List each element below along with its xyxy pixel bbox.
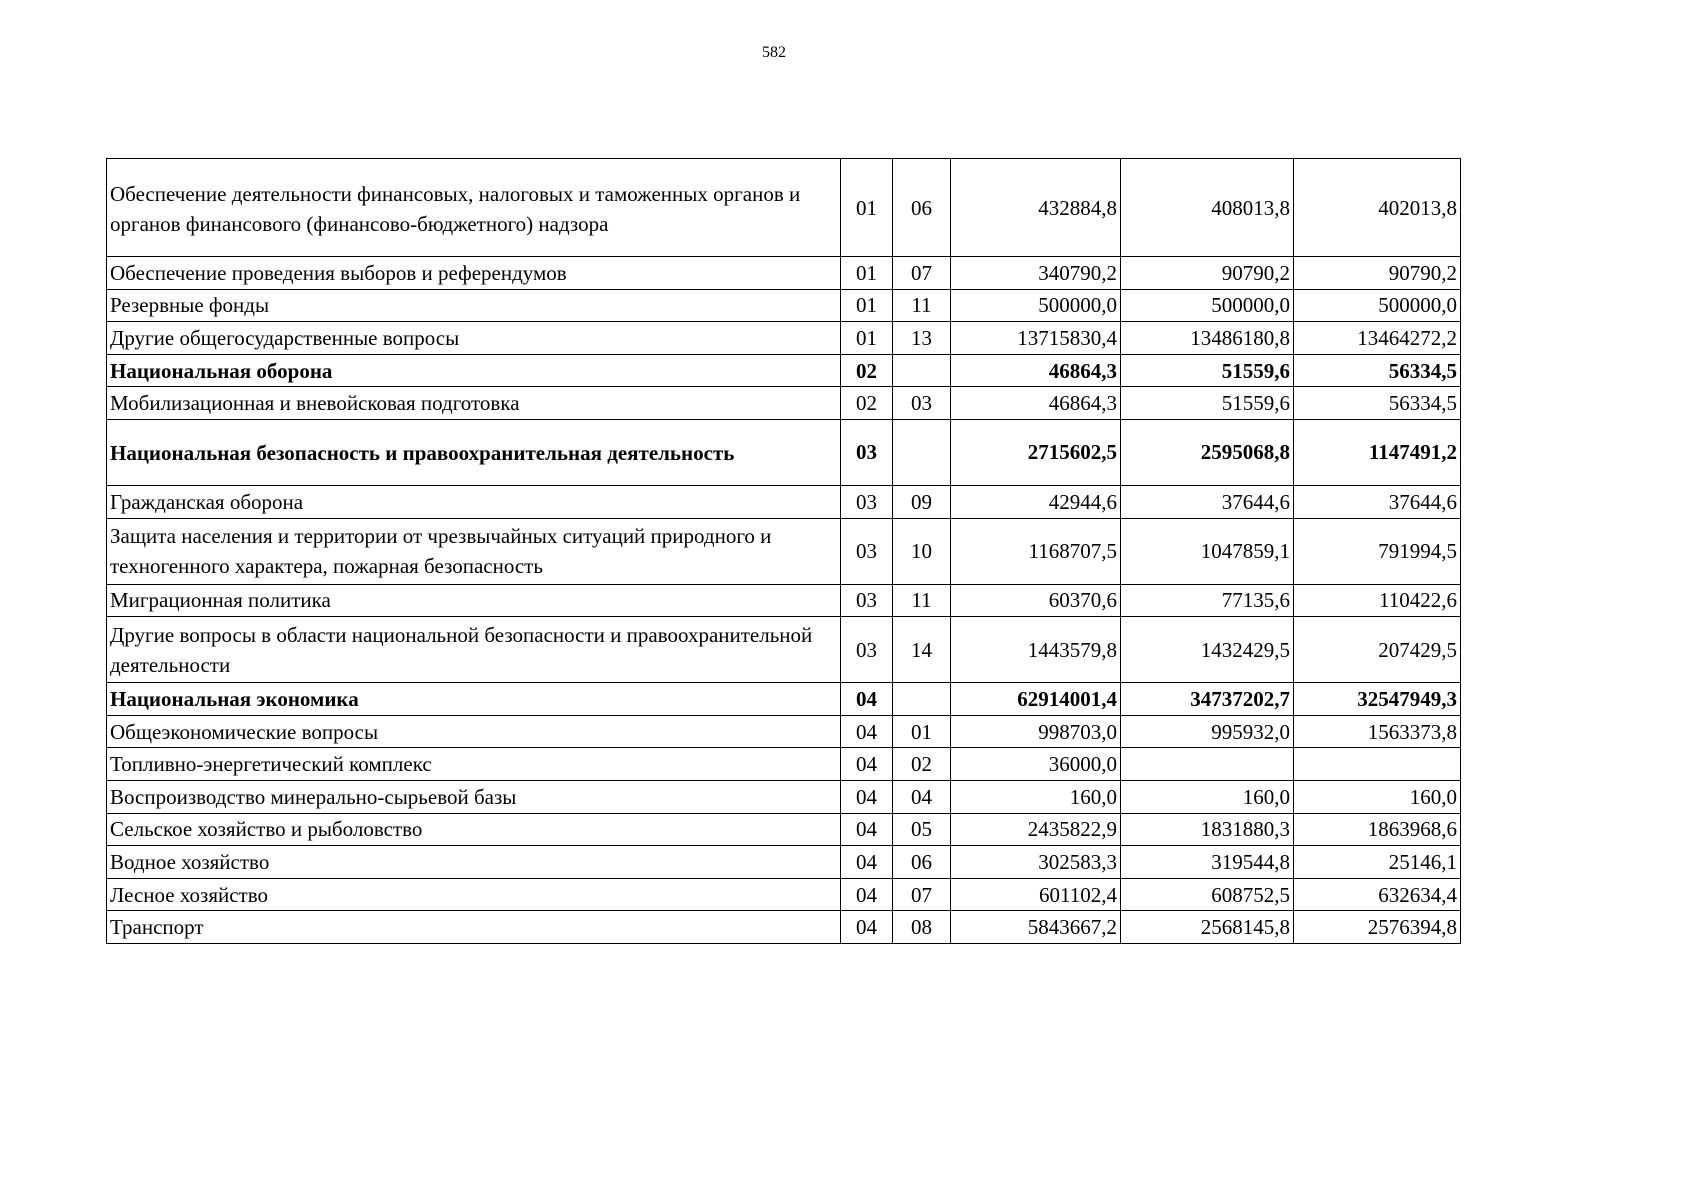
row-subsection-code: 06 [893, 846, 951, 879]
row-section-code: 03 [841, 584, 893, 617]
row-value-3: 110422,6 [1294, 584, 1461, 617]
row-subsection-code: 02 [893, 748, 951, 781]
row-name: Транспорт [107, 911, 841, 944]
row-value-1: 2715602,5 [951, 419, 1121, 485]
table-row [107, 780, 1461, 813]
row-value-2: 2568145,8 [1121, 911, 1294, 944]
table-row [107, 846, 1461, 879]
row-value-3 [1294, 748, 1461, 781]
row-value-3: 207429,5 [1294, 617, 1461, 683]
row-section-code: 04 [841, 846, 893, 879]
row-subsection-code: 08 [893, 911, 951, 944]
table-row [107, 911, 1461, 944]
row-section-code: 03 [841, 419, 893, 485]
row-value-3: 13464272,2 [1294, 322, 1461, 355]
table-row [107, 748, 1461, 781]
row-value-2: 1047859,1 [1121, 518, 1294, 584]
row-value-3: 1563373,8 [1294, 715, 1461, 748]
row-subsection-code: 09 [893, 485, 951, 518]
row-subsection-code: 11 [893, 584, 951, 617]
row-subsection-code: 14 [893, 617, 951, 683]
row-subsection-code [893, 419, 951, 485]
row-value-1: 42944,6 [951, 485, 1121, 518]
row-value-1: 2435822,9 [951, 813, 1121, 846]
table-row-section [107, 419, 1461, 485]
row-value-2: 51559,6 [1121, 354, 1294, 387]
row-section-code: 04 [841, 780, 893, 813]
row-value-2: 608752,5 [1121, 878, 1294, 911]
row-section-code: 04 [841, 878, 893, 911]
row-value-1: 1443579,8 [951, 617, 1121, 683]
row-value-1: 5843667,2 [951, 911, 1121, 944]
row-name: Национальная экономика [107, 683, 841, 716]
row-subsection-code: 03 [893, 387, 951, 420]
row-value-3: 1147491,2 [1294, 419, 1461, 485]
row-value-2: 500000,0 [1121, 289, 1294, 322]
row-value-1: 46864,3 [951, 387, 1121, 420]
row-section-code: 04 [841, 683, 893, 716]
row-value-3: 500000,0 [1294, 289, 1461, 322]
row-subsection-code: 07 [893, 257, 951, 290]
row-value-1: 46864,3 [951, 354, 1121, 387]
row-value-2: 160,0 [1121, 780, 1294, 813]
row-name: Резервные фонды [107, 289, 841, 322]
page-number: 582 [762, 44, 786, 61]
table-row [107, 617, 1461, 683]
row-value-1: 432884,8 [951, 159, 1121, 257]
row-value-3: 56334,5 [1294, 387, 1461, 420]
table-row [107, 322, 1461, 355]
row-name: Национальная безопасность и правоохранительная деятельность [107, 419, 841, 485]
row-value-1: 60370,6 [951, 584, 1121, 617]
row-value-3: 90790,2 [1294, 257, 1461, 290]
row-value-2: 1432429,5 [1121, 617, 1294, 683]
row-section-code: 03 [841, 485, 893, 518]
table-row [107, 518, 1461, 584]
row-value-2: 37644,6 [1121, 485, 1294, 518]
row-value-3: 160,0 [1294, 780, 1461, 813]
row-subsection-code: 04 [893, 780, 951, 813]
row-value-3: 1863968,6 [1294, 813, 1461, 846]
row-name: Лесное хозяйство [107, 878, 841, 911]
row-subsection-code: 13 [893, 322, 951, 355]
row-section-code: 03 [841, 518, 893, 584]
row-section-code: 04 [841, 715, 893, 748]
row-name: Гражданская оборона [107, 485, 841, 518]
table-row [107, 257, 1461, 290]
row-value-2: 77135,6 [1121, 584, 1294, 617]
row-section-code: 04 [841, 911, 893, 944]
table-row [107, 387, 1461, 420]
row-value-3: 402013,8 [1294, 159, 1461, 257]
row-value-2: 13486180,8 [1121, 322, 1294, 355]
table-row-section [107, 683, 1461, 716]
row-value-3: 2576394,8 [1294, 911, 1461, 944]
row-value-1: 500000,0 [951, 289, 1121, 322]
row-subsection-code: 07 [893, 878, 951, 911]
row-section-code: 01 [841, 289, 893, 322]
row-value-1: 601102,4 [951, 878, 1121, 911]
table-row-section [107, 354, 1461, 387]
row-value-2: 408013,8 [1121, 159, 1294, 257]
row-name: Обеспечение деятельности финансовых, налоговых и таможенных органов и органов финансового (финансово-бюджетного) надзора [107, 159, 841, 257]
row-name: Другие общегосударственные вопросы [107, 322, 841, 355]
row-value-1: 36000,0 [951, 748, 1121, 781]
table-row [107, 159, 1461, 257]
row-subsection-code: 06 [893, 159, 951, 257]
row-value-1: 998703,0 [951, 715, 1121, 748]
row-value-3: 37644,6 [1294, 485, 1461, 518]
row-subsection-code: 11 [893, 289, 951, 322]
row-value-3: 25146,1 [1294, 846, 1461, 879]
row-value-3: 56334,5 [1294, 354, 1461, 387]
row-name: Водное хозяйство [107, 846, 841, 879]
row-section-code: 02 [841, 387, 893, 420]
row-name: Воспроизводство минерально-сырьевой базы [107, 780, 841, 813]
row-value-2: 34737202,7 [1121, 683, 1294, 716]
table-row [107, 715, 1461, 748]
row-section-code: 04 [841, 813, 893, 846]
table-row [107, 584, 1461, 617]
row-name: Общеэкономические вопросы [107, 715, 841, 748]
row-name: Обеспечение проведения выборов и референдумов [107, 257, 841, 290]
row-subsection-code: 05 [893, 813, 951, 846]
row-value-2: 51559,6 [1121, 387, 1294, 420]
row-value-3: 32547949,3 [1294, 683, 1461, 716]
row-name: Сельское хозяйство и рыболовство [107, 813, 841, 846]
row-value-1: 62914001,4 [951, 683, 1121, 716]
budget-table [106, 158, 1461, 944]
row-name: Топливно-энергетический комплекс [107, 748, 841, 781]
row-section-code: 03 [841, 617, 893, 683]
row-subsection-code: 01 [893, 715, 951, 748]
row-name: Другие вопросы в области национальной безопасности и правоохранительной деятельности [107, 617, 841, 683]
row-name: Миграционная политика [107, 584, 841, 617]
row-section-code: 02 [841, 354, 893, 387]
table-row [107, 813, 1461, 846]
row-section-code: 01 [841, 257, 893, 290]
row-value-1: 1168707,5 [951, 518, 1121, 584]
row-value-1: 302583,3 [951, 846, 1121, 879]
table-row [107, 485, 1461, 518]
row-subsection-code: 10 [893, 518, 951, 584]
row-value-1: 340790,2 [951, 257, 1121, 290]
row-value-3: 632634,4 [1294, 878, 1461, 911]
table-row [107, 878, 1461, 911]
row-value-2: 90790,2 [1121, 257, 1294, 290]
row-name: Мобилизационная и вневойсковая подготовка [107, 387, 841, 420]
row-name: Защита населения и территории от чрезвычайных ситуаций природного и техногенного характера, пожарная безопасность [107, 518, 841, 584]
row-section-code: 04 [841, 748, 893, 781]
row-value-1: 13715830,4 [951, 322, 1121, 355]
row-name: Национальная оборона [107, 354, 841, 387]
row-value-3: 791994,5 [1294, 518, 1461, 584]
row-value-2: 995932,0 [1121, 715, 1294, 748]
row-value-2: 319544,8 [1121, 846, 1294, 879]
row-value-2: 1831880,3 [1121, 813, 1294, 846]
row-value-1: 160,0 [951, 780, 1121, 813]
row-subsection-code [893, 354, 951, 387]
row-value-2: 2595068,8 [1121, 419, 1294, 485]
row-value-2 [1121, 748, 1294, 781]
table-row [107, 289, 1461, 322]
row-subsection-code [893, 683, 951, 716]
row-section-code: 01 [841, 322, 893, 355]
row-section-code: 01 [841, 159, 893, 257]
